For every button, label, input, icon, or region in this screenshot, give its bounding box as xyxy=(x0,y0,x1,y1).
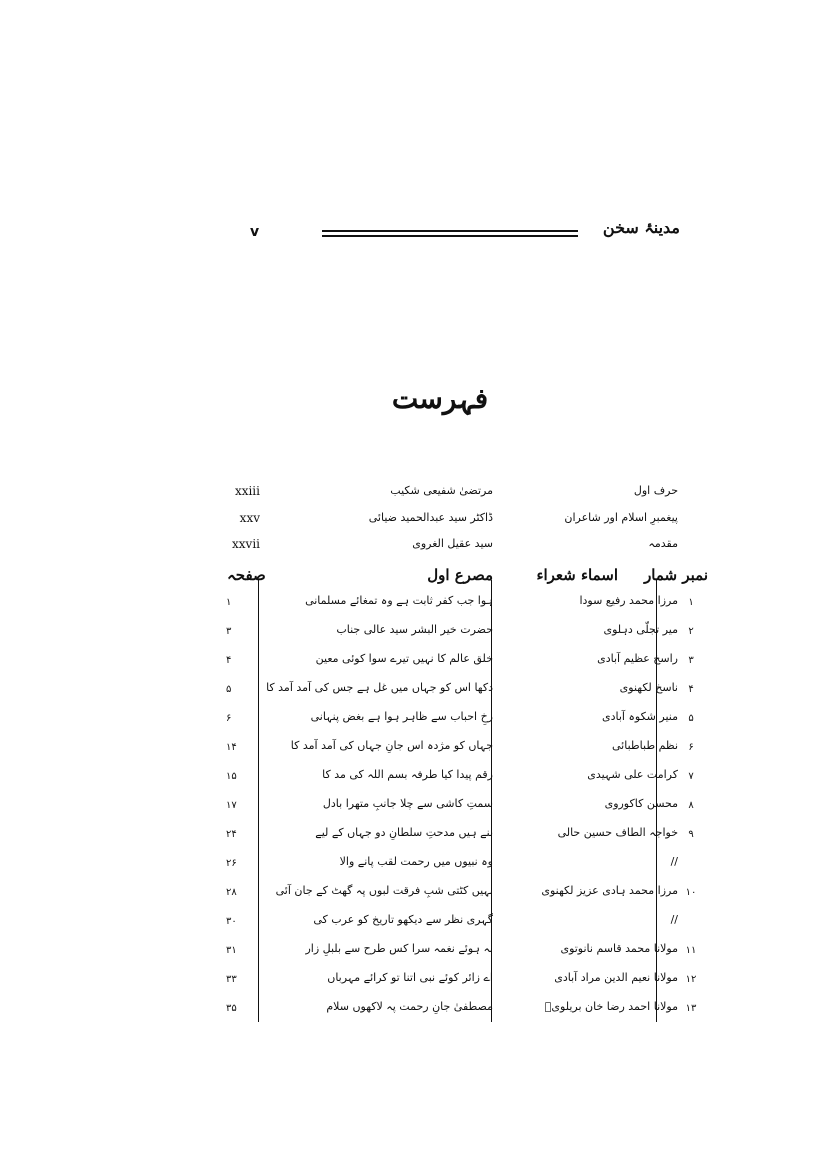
row-number: ۱۱ xyxy=(685,945,697,956)
row-first-line: نہ ہوئے نغمہ سرا کس طرح سے بلبلِ زار xyxy=(305,942,493,955)
row-number: ۶ xyxy=(688,742,694,753)
row-page: ۳۵ xyxy=(226,1003,237,1014)
row-first-line: گہری نظر سے دیکھو تاریخ کو عرب کی xyxy=(313,913,493,926)
row-page: ۳ xyxy=(226,626,232,637)
row-page: ۱۴ xyxy=(226,742,237,753)
prelim-section: مقدمہ xyxy=(648,537,678,550)
row-first-line: رقم پیدا کیا طرفہ بسم اللہ کی مد کا xyxy=(322,768,493,781)
row-poet: مولانا محمد قاسم نانوتوی xyxy=(560,942,678,955)
page-number: v xyxy=(250,224,260,240)
row-number: ۳ xyxy=(688,655,694,666)
row-first-line: مصطفیٰ جانِ رحمت پہ لاکھوں سلام xyxy=(326,1000,493,1013)
row-first-line: رخِ احباب سے ظاہر ہوا ہے بغض پنہانی xyxy=(310,710,493,723)
row-poet: مولانا احمد رضا خان بریلویؒ xyxy=(544,1000,678,1013)
row-number: ۹ xyxy=(688,829,694,840)
column-heading-poet: اسماء شعراء xyxy=(536,566,618,584)
row-page: ۱۷ xyxy=(226,800,237,811)
row-page: ۶ xyxy=(226,713,232,724)
row-number: ۷ xyxy=(688,771,694,782)
prelim-section: پیغمبرِ اسلام اور شاعران xyxy=(564,511,678,524)
prelim-page: xxiii xyxy=(234,484,260,498)
prelim-page: xxvii xyxy=(232,537,260,551)
prelim-author: مرتضیٰ شفیعی شکیب xyxy=(390,484,493,497)
row-poet: نظم طباطبائی xyxy=(612,739,678,752)
header-rule-bottom xyxy=(322,235,578,237)
row-first-line: نہیں کٹتی شبِ فرقت لبوں پہ گھٹ کے جان آئی xyxy=(275,884,493,897)
row-number: ۱۲ xyxy=(685,974,697,985)
row-poet: خواجہ الطاف حسین حالی xyxy=(557,826,678,839)
column-heading-number: نمبر شمار xyxy=(644,566,708,584)
row-number: ۸ xyxy=(688,800,694,811)
row-number: ۱۳ xyxy=(685,1003,697,1014)
row-poet: مرزا محمد رفیع سودا xyxy=(579,594,678,607)
column-heading-misra: مصرع اول xyxy=(427,566,493,584)
page-title: فہرست xyxy=(391,382,489,415)
row-poet: راسخ عظیم آبادی xyxy=(597,652,678,665)
prelim-section: حرف اول xyxy=(633,484,678,497)
row-number: ۴ xyxy=(688,684,694,695)
row-page: ۲۴ xyxy=(226,829,237,840)
row-number: ۱۰ xyxy=(685,887,697,898)
row-page: ۳۳ xyxy=(226,974,237,985)
row-poet: مولانا نعیم الدین مراد آبادی xyxy=(554,971,678,984)
prelim-page: xxv xyxy=(239,511,260,525)
row-poet: منیر شکوہ آبادی xyxy=(602,710,678,723)
column-heading-page: صفحہ xyxy=(227,566,266,584)
row-first-line: ہوا جب کفر ثابت ہے وہ تمغائے مسلمانی xyxy=(305,594,493,607)
row-poet: محسن کاکوروی xyxy=(604,797,678,810)
row-poet: ناسخ لکھنوی xyxy=(619,681,678,694)
row-first-line: وہ نبیوں میں رحمت لقب پانے والا xyxy=(339,855,493,868)
row-page: ۲۸ xyxy=(226,887,237,898)
row-page: ۴ xyxy=(226,655,232,666)
row-first-line: اے زائر کوئے نبی اتنا تو کرائے مہرباں xyxy=(327,971,493,984)
row-page: ۳۱ xyxy=(226,945,237,956)
row-first-line: خلق عالم کا نہیں تیرے سوا کوئی معین xyxy=(315,652,493,665)
row-poet-ditto: // xyxy=(670,913,678,926)
row-page: ۲۶ xyxy=(226,858,237,869)
row-page: ۳۰ xyxy=(226,916,237,927)
running-title: مدینۂ سخن xyxy=(602,218,680,237)
row-poet: مرزا محمد ہادی عزیز لکھنوی xyxy=(541,884,678,897)
row-number: ۲ xyxy=(688,626,694,637)
row-first-line: سمتِ کاشی سے چلا جانبِ متھرا بادل xyxy=(322,797,493,810)
row-first-line: حضرت خیر البشر سید عالی جناب xyxy=(336,623,493,636)
row-number: ۵ xyxy=(688,713,694,724)
row-first-line: بنے ہیں مدحتِ سلطانِ دو جہاں کے لیے xyxy=(315,826,493,839)
column-divider xyxy=(258,580,259,1022)
row-poet-ditto: // xyxy=(670,855,678,868)
row-page: ۱۵ xyxy=(226,771,237,782)
header-rule-top xyxy=(322,230,578,232)
row-first-line: دکھا اس کو جہاں میں غل ہے جس کی آمد آمد کا xyxy=(266,681,493,694)
row-poet: میر تجلّی دہلوی xyxy=(603,623,678,636)
row-first-line: جہاں کو مژدہ اس جانِ جہاں کی آمد آمد کا xyxy=(290,739,493,752)
row-page: ۱ xyxy=(226,597,232,608)
prelim-author: ڈاکٹر سید عبدالحمید ضیائی xyxy=(368,511,493,524)
prelim-author: سید عقیل الغروی xyxy=(412,537,493,550)
row-number: ۱ xyxy=(688,597,694,608)
row-page: ۵ xyxy=(226,684,232,695)
row-poet: کرامت علی شہیدی xyxy=(587,768,678,781)
